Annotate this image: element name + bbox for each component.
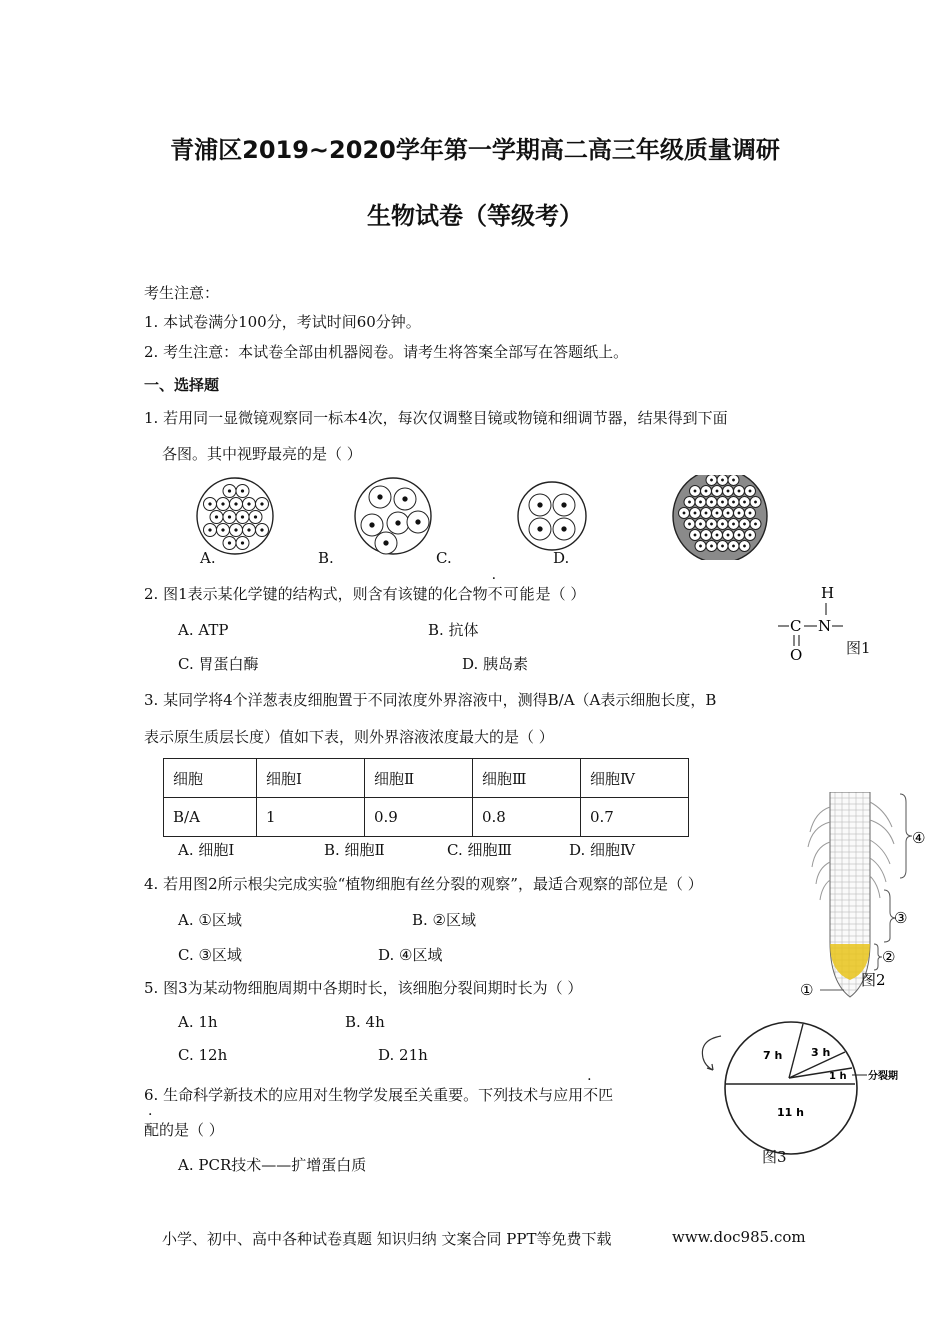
pie-label-11h: 11 h bbox=[777, 1106, 804, 1119]
cell-circle bbox=[732, 545, 734, 547]
cell-circle bbox=[716, 534, 718, 536]
cell-circle bbox=[754, 501, 756, 503]
cell-circle bbox=[743, 501, 745, 503]
q1-stem-line1: 1. 若用同一显微镜观察同一标本4次，每次仅调整目镜或物镜和细调节器，结果得到下面 bbox=[144, 409, 728, 427]
zone-label-4: ④ bbox=[912, 829, 926, 847]
q3-option-d: D. 细胞Ⅳ bbox=[569, 841, 636, 859]
q3-option-b: B. 细胞Ⅱ bbox=[324, 841, 385, 859]
table-cell: 细胞Ⅳ bbox=[581, 759, 689, 798]
q4-stem: 4. 若用图2所示根尖完成实验“植物细胞有丝分裂的观察”，最适合观察的部位是（ ） bbox=[144, 875, 703, 893]
q6-stem-post: 的是（ ） bbox=[159, 1121, 224, 1139]
cell-circle bbox=[248, 529, 251, 532]
cell-circle bbox=[716, 512, 718, 514]
figure-1-label: 图1 bbox=[846, 639, 871, 657]
cell-circle bbox=[254, 516, 257, 519]
cell-circle bbox=[562, 527, 567, 532]
field-c bbox=[518, 482, 586, 550]
q2-stem-emph: 不可能 bbox=[487, 585, 536, 603]
cell-circle bbox=[705, 512, 707, 514]
cell-circle bbox=[699, 501, 701, 503]
cell-circle bbox=[743, 523, 745, 525]
cell-circle bbox=[705, 490, 707, 492]
q1-label-d: D. bbox=[553, 549, 570, 567]
table-cell: 细胞Ⅰ bbox=[257, 759, 365, 798]
cell-circle bbox=[705, 534, 707, 536]
cell-cycle-pie bbox=[695, 1018, 910, 1163]
cell-circle bbox=[378, 495, 383, 500]
notice-item-1: 1. 本试卷满分100分，考试时间60分钟。 bbox=[144, 313, 421, 331]
cell-circle bbox=[518, 482, 586, 550]
cell-circle bbox=[228, 490, 231, 493]
notice-item-2: 2. 考生注意：本试卷全部由机器阅卷。请考生将答案全部写在答题纸上。 bbox=[144, 343, 629, 361]
cell-circle bbox=[562, 503, 567, 508]
cell-circle bbox=[721, 545, 723, 547]
cell-circle bbox=[261, 529, 264, 532]
q2-stem bbox=[144, 584, 585, 604]
cell-circle bbox=[749, 534, 751, 536]
q5-stem: 5. 图3为某动物细胞周期中各期时长，该细胞分裂间期时长为（ ） bbox=[144, 979, 583, 997]
cell-circle bbox=[710, 523, 712, 525]
cell-circle bbox=[749, 512, 751, 514]
q5-option-c: C. 12h bbox=[178, 1046, 228, 1064]
formula-c: C bbox=[790, 617, 802, 635]
cell-circle bbox=[241, 490, 244, 493]
q4-option-b: B. ②区域 bbox=[412, 911, 477, 929]
cell-circle bbox=[688, 501, 690, 503]
q2-stem-pre: 2. 图1表示某化学键的结构式，则含有该键的化合物 bbox=[144, 585, 488, 603]
cell-circle bbox=[222, 529, 225, 532]
cell-circle bbox=[710, 545, 712, 547]
cell-circle bbox=[683, 512, 685, 514]
q1-label-b: B. bbox=[318, 549, 334, 567]
cell-circle bbox=[538, 503, 543, 508]
cell-circle bbox=[403, 497, 408, 502]
footer-text: 小学、初中、高中各种试卷真题 知识归纳 文案合同 PPT等免费下载 bbox=[162, 1230, 612, 1248]
cell-circle bbox=[228, 516, 231, 519]
cell-circle bbox=[727, 490, 729, 492]
cell-circle bbox=[716, 490, 718, 492]
q4-option-d: D. ④区域 bbox=[378, 946, 443, 964]
figure-3-label: 图3 bbox=[762, 1148, 787, 1166]
cell-circle bbox=[235, 529, 238, 532]
table-cell: B/A bbox=[164, 798, 257, 837]
formula-n: N bbox=[818, 617, 832, 635]
root-tip-figure bbox=[800, 792, 940, 1004]
cell-circle bbox=[710, 479, 712, 481]
q6-option-a: A. PCR技术——扩增蛋白质 bbox=[178, 1156, 367, 1174]
q1-label-a: A. bbox=[200, 549, 216, 567]
page-title: 青浦区2019~2020学年第一学期高二高三年级质量调研 bbox=[170, 136, 780, 164]
cell-circle bbox=[209, 503, 212, 506]
cell-circle bbox=[738, 534, 740, 536]
cell-circle bbox=[688, 523, 690, 525]
cell-circle bbox=[209, 529, 212, 532]
cell-circle bbox=[694, 534, 696, 536]
cell-circle bbox=[538, 527, 543, 532]
cell-circle bbox=[699, 523, 701, 525]
zone-label-3: ③ bbox=[894, 909, 908, 927]
field-a bbox=[197, 478, 273, 554]
cell-circle bbox=[727, 512, 729, 514]
table-cell: 细胞Ⅲ bbox=[473, 759, 581, 798]
cell-circle bbox=[727, 534, 729, 536]
q3-option-c: C. 细胞Ⅲ bbox=[447, 841, 512, 859]
cell-circle bbox=[241, 542, 244, 545]
cell-circle bbox=[721, 501, 723, 503]
cell-circle bbox=[710, 501, 712, 503]
q2-option-d: D. 胰岛素 bbox=[462, 655, 529, 673]
table-cell: 0.9 bbox=[365, 798, 473, 837]
cell-circle bbox=[738, 490, 740, 492]
formula-h: H bbox=[821, 584, 835, 602]
q3-table bbox=[163, 758, 689, 837]
q5-option-d: D. 21h bbox=[378, 1046, 428, 1064]
pie-callout-mitosis: 分裂期 bbox=[868, 1071, 898, 1082]
q3-stem-line1: 3. 某同学将4个洋葱表皮细胞置于不同浓度外界溶液中，测得B/A（A表示细胞长度，B bbox=[144, 691, 717, 709]
q6-stem-line2 bbox=[144, 1120, 224, 1140]
cell-circle bbox=[215, 516, 218, 519]
cell-circle bbox=[721, 523, 723, 525]
q2-option-b: B. 抗体 bbox=[428, 621, 479, 639]
cell-circle bbox=[694, 512, 696, 514]
cell-circle bbox=[732, 523, 734, 525]
table-cell: 0.7 bbox=[581, 798, 689, 837]
table-row bbox=[164, 759, 689, 798]
table-cell: 1 bbox=[257, 798, 365, 837]
q4-option-c: C. ③区域 bbox=[178, 946, 242, 964]
cell-circle bbox=[396, 521, 401, 526]
zone-label-1: ① bbox=[800, 981, 814, 999]
cell-circle bbox=[261, 503, 264, 506]
peptide-bond-formula bbox=[774, 582, 844, 664]
q2-option-a: A. ATP bbox=[178, 621, 229, 639]
q6-stem-pre: 6. 生命科学新技术的应用对生物学发展至关重要。下列技术与应用 bbox=[144, 1086, 584, 1104]
q2-option-c: C. 胃蛋白酶 bbox=[178, 655, 259, 673]
formula-o: O bbox=[790, 646, 803, 664]
zone-label-2: ② bbox=[882, 948, 896, 966]
q1-label-c: C. bbox=[436, 549, 452, 567]
field-d bbox=[673, 475, 767, 560]
cell-circle bbox=[384, 541, 389, 546]
cell-circle bbox=[222, 503, 225, 506]
table-cell: 细胞Ⅱ bbox=[365, 759, 473, 798]
cell-circle bbox=[248, 503, 251, 506]
cell-circle bbox=[754, 523, 756, 525]
q1-stem-line2: 各图。其中视野最亮的是（ ） bbox=[162, 445, 362, 463]
pie-label-1h: 1 h bbox=[829, 1071, 847, 1082]
q2-stem-post: 是（ ） bbox=[535, 585, 586, 603]
q5-option-b: B. 4h bbox=[345, 1013, 385, 1031]
cell-circle bbox=[732, 501, 734, 503]
notice-heading: 考生注意： bbox=[144, 284, 220, 302]
cell-circle bbox=[694, 490, 696, 492]
q4-option-a: A. ①区域 bbox=[178, 911, 242, 929]
table-row bbox=[164, 798, 689, 837]
cell-circle bbox=[370, 523, 375, 528]
cell-circle bbox=[241, 516, 244, 519]
cell-circle bbox=[235, 503, 238, 506]
cell-circle bbox=[732, 479, 734, 481]
cell-circle bbox=[738, 512, 740, 514]
cell-circle bbox=[416, 520, 421, 525]
q6-stem-emph1: 不匹 bbox=[583, 1086, 614, 1104]
q3-stem-line2: 表示原生质层长度）值如下表，则外界溶液浓度最大的是（ ） bbox=[144, 728, 554, 746]
figure-2-label: 图2 bbox=[861, 971, 886, 989]
field-b bbox=[355, 478, 431, 554]
q6-stem-emph2: 配 bbox=[144, 1121, 160, 1139]
q3-option-a: A. 细胞Ⅰ bbox=[178, 841, 235, 859]
q1-microscope-fields bbox=[190, 475, 790, 560]
q5-option-a: A. 1h bbox=[178, 1013, 218, 1031]
cell-circle bbox=[749, 490, 751, 492]
table-cell: 0.8 bbox=[473, 798, 581, 837]
cell-circle bbox=[699, 545, 701, 547]
footer-url[interactable]: www.doc985.com bbox=[672, 1228, 806, 1246]
q6-stem-line1 bbox=[144, 1085, 613, 1105]
table-cell: 细胞 bbox=[164, 759, 257, 798]
pie-label-7h: 7 h bbox=[763, 1049, 783, 1062]
page-subtitle: 生物试卷（等级考） bbox=[367, 202, 583, 230]
section-title: 一、选择题 bbox=[144, 376, 220, 394]
cell-circle bbox=[721, 479, 723, 481]
pie-label-3h: 3 h bbox=[811, 1046, 831, 1059]
cell-circle bbox=[743, 545, 745, 547]
cell-circle bbox=[228, 542, 231, 545]
